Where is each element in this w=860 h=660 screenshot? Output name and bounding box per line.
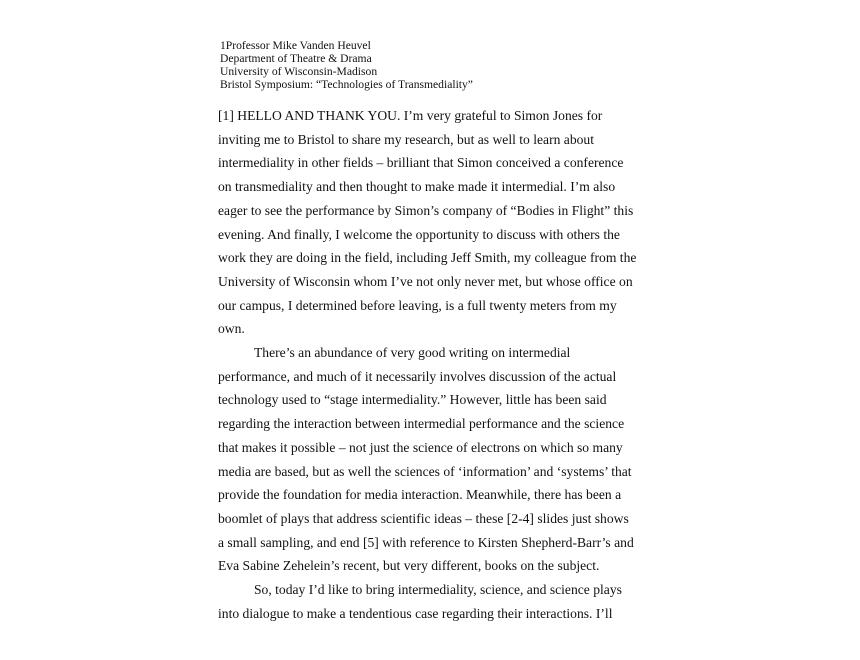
text-line: eager to see the performance by Simon’s company of “Bodies in Flight” this	[218, 202, 634, 218]
paragraph-3	[218, 578, 658, 625]
text-line: inviting me to Bristol to share my research, but as well to learn about	[218, 131, 595, 147]
text-line: evening. And finally, I welcome the opportunity to discuss with others the	[218, 226, 620, 242]
text-line: technology used to “stage intermediality.” However, little has been said	[218, 392, 607, 408]
document-body	[218, 104, 658, 625]
text-line: [1] HELLO AND THANK YOU. I’m very grateful to Simon Jones for	[218, 108, 603, 123]
text-line: regarding the interaction between intermedial performance and the science	[218, 416, 625, 432]
text-line: performance, and much of it necessarily involves discussion of the actual	[218, 368, 617, 384]
text-line: provide the foundation for media interaction. Meanwhile, there has been a	[218, 487, 622, 503]
text-line: our campus, I determined before leaving, is a full twenty meters from my	[218, 297, 617, 313]
text-line: There’s an abundance of very good writing on intermedial	[254, 345, 571, 361]
text-line: University of Wisconsin whom I’ve not only never met, but whose office on	[218, 273, 633, 289]
text-line: on transmediality and then thought to make made it intermedial. I’m also	[218, 179, 616, 195]
author-line: 1Professor Mike Vanden Heuvel	[220, 39, 371, 52]
paragraph-2	[218, 341, 658, 578]
text-line: So, today I’d like to bring intermediality, science, and science plays	[254, 582, 622, 598]
text-line: intermediality in other fields – brilliant that Simon conceived a conference	[218, 155, 624, 171]
text-line: media are based, but as well the sciences of ‘information’ and ‘systems’ that	[218, 463, 632, 479]
text-line: that makes it possible – not just the science of electrons on which so many	[218, 439, 623, 455]
document-header	[220, 39, 473, 91]
symposium-line: Bristol Symposium: “Technologies of Transmediality”	[220, 78, 473, 91]
text-line: own.	[218, 321, 245, 337]
text-line: work they are doing in the field, including Jeff Smith, my colleague from the	[218, 250, 637, 266]
text-line: boomlet of plays that address scientific ideas – these [2-4] slides just shows	[218, 510, 629, 526]
university-line: University of Wisconsin-Madison	[220, 65, 378, 78]
text-line: a small sampling, and end [5] with reference to Kirsten Shepherd-Barr’s and	[218, 534, 634, 550]
text-line: Eva Sabine Zehelein’s recent, but very different, books on the subject.	[218, 558, 600, 574]
paragraph-1	[218, 104, 658, 341]
text-line: into dialogue to make a tendentious case regarding their interactions. I’ll	[218, 605, 613, 621]
department-line: Department of Theatre & Drama	[220, 52, 372, 65]
